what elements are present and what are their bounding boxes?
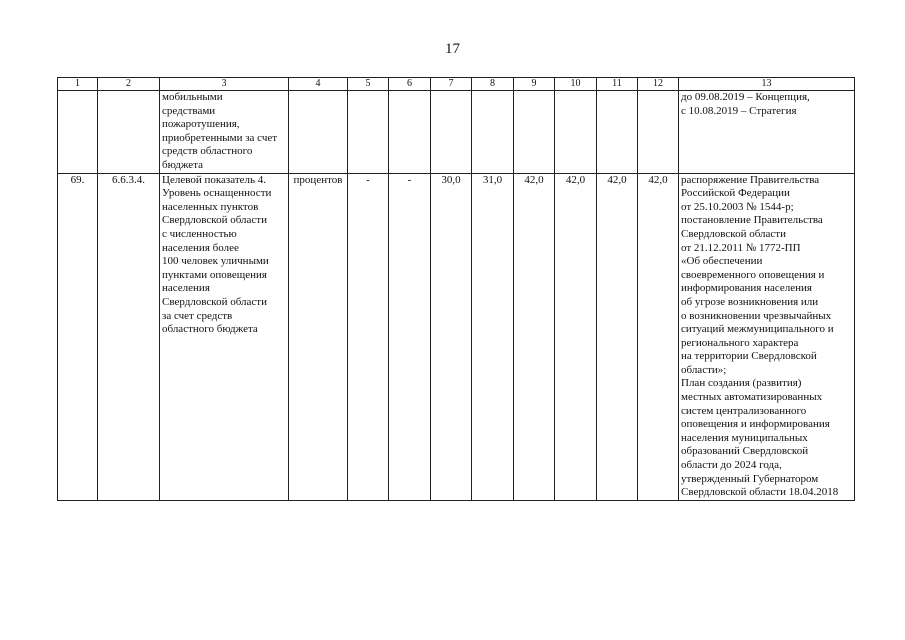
column-number: 5: [348, 78, 389, 91]
row-number-cell: [58, 91, 98, 174]
column-number: 12: [638, 78, 679, 91]
value-cell: 30,0: [431, 173, 472, 500]
column-number: 1: [58, 78, 98, 91]
column-number: 4: [289, 78, 348, 91]
value-cell: 42,0: [514, 173, 555, 500]
row-number-cell: 69.: [58, 173, 98, 500]
source-cell: распоряжение Правительства Российской Федерации от 25.10.2003 № 1544-р; постановление Правительства Свердловской области от 21.12.2011 № 1772-ПП «Об обеспечении своевременного оповещения и информирования населения об угрозе возникновения или о возникновении чрезвычайных ситуаций межмуниципального и регионального характера на территории Свердловской области»; План создания (развития) местных автоматизированных систем централизованного оповещения и информирования населения муниципальных образований Свердловской области до 2024 года, утвержденный Губернатором Свердловской области 18.04.2018: [679, 173, 855, 500]
value-cell: 31,0: [472, 173, 514, 500]
column-number: 9: [514, 78, 555, 91]
unit-cell: процентов: [289, 173, 348, 500]
column-number: 11: [597, 78, 638, 91]
value-cell: [597, 91, 638, 174]
value-cell: [555, 91, 597, 174]
value-cell: 42,0: [597, 173, 638, 500]
value-cell: [472, 91, 514, 174]
column-number: 13: [679, 78, 855, 91]
column-number: 10: [555, 78, 597, 91]
column-number: 7: [431, 78, 472, 91]
indicator-name-cell: Целевой показатель 4. Уровень оснащенности населенных пунктов Свердловской области с численностью населения более 100 человек уличными пунктами оповещения населения Свердловской области за счет средств областного бюджета: [160, 173, 289, 500]
value-cell: 42,0: [555, 173, 597, 500]
value-cell: [348, 91, 389, 174]
table-row: [58, 173, 855, 500]
indicator-name-cell: мобильными средствами пожаротушения, приобретенными за счет средств областного бюджета: [160, 91, 289, 174]
indicator-table: [57, 77, 855, 501]
source-cell: до 09.08.2019 – Концепция, с 10.08.2019 – Стратегия: [679, 91, 855, 174]
value-cell: [389, 91, 431, 174]
column-number-row: [58, 78, 855, 91]
value-cell: [431, 91, 472, 174]
value-cell: [638, 91, 679, 174]
column-number: 3: [160, 78, 289, 91]
code-cell: 6.6.3.4.: [98, 173, 160, 500]
value-cell: -: [389, 173, 431, 500]
page-number: 17: [445, 41, 460, 57]
unit-cell: [289, 91, 348, 174]
column-number: 2: [98, 78, 160, 91]
column-number: 8: [472, 78, 514, 91]
table-row: [58, 91, 855, 174]
value-cell: 42,0: [638, 173, 679, 500]
column-number: 6: [389, 78, 431, 91]
value-cell: [514, 91, 555, 174]
code-cell: [98, 91, 160, 174]
value-cell: -: [348, 173, 389, 500]
